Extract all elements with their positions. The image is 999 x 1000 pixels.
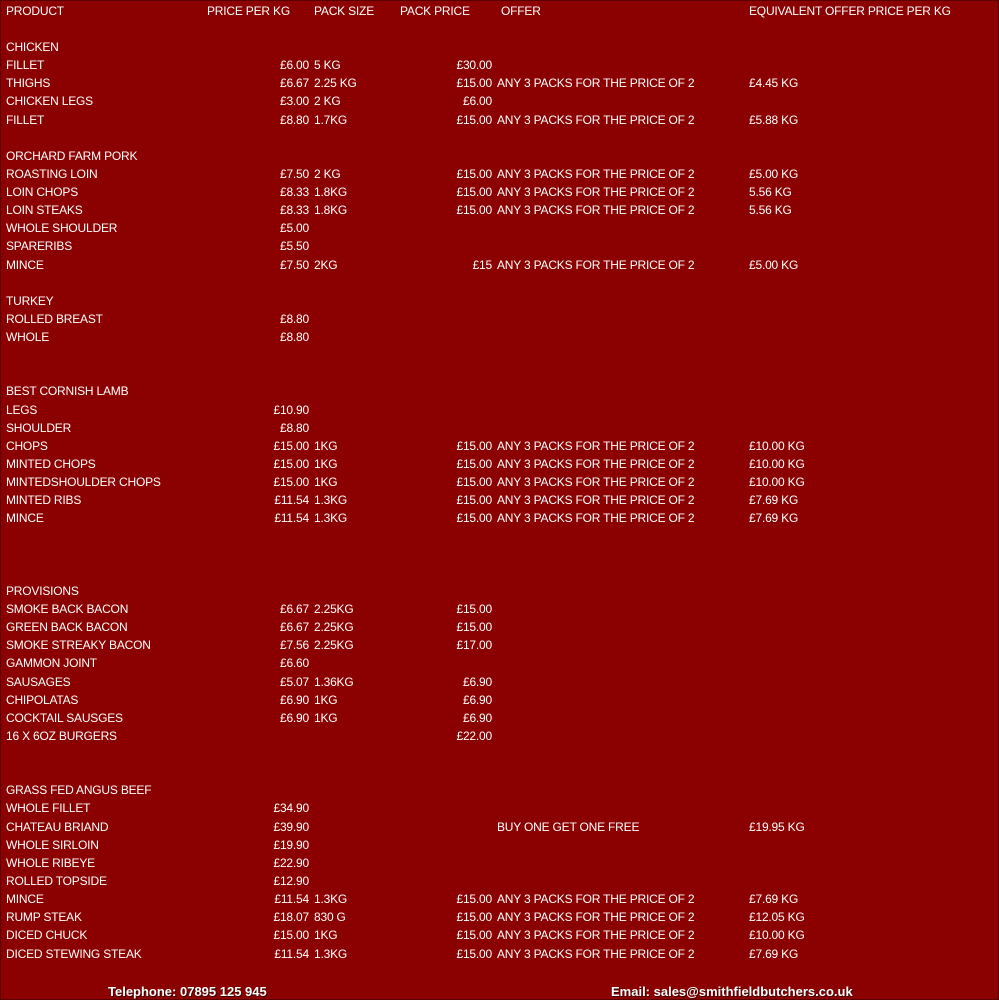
product-cell: DICED STEWING STEAK <box>6 946 142 961</box>
price-per-kg-cell: £6.90 <box>279 710 309 725</box>
equivalent-price-cell: £12.05 KG <box>749 910 805 925</box>
offer-cell: ANY 3 PACKS FOR THE PRICE OF 2 <box>497 511 695 526</box>
price-per-kg-cell: £15.00 <box>273 475 309 490</box>
price-per-kg-cell: £22.90 <box>273 855 309 870</box>
product-cell: MINTED CHOPS <box>6 456 96 471</box>
header-price-per-kg: PRICE PER KG <box>207 4 290 18</box>
pack-size-cell: 1KG <box>314 928 338 943</box>
table-row <box>1 419 999 437</box>
table-row <box>1 129 999 147</box>
pack-size-cell: 5 KG <box>314 58 341 73</box>
pack-size-cell: 1.3KG <box>314 946 348 961</box>
table-row <box>1 274 999 292</box>
price-per-kg-cell: £6.67 <box>279 620 309 635</box>
product-cell: CHATEAU BRIAND <box>6 819 109 834</box>
price-per-kg-cell: £6.60 <box>279 656 309 671</box>
price-per-kg-cell: £18.07 <box>273 910 309 925</box>
header-offer: OFFER <box>501 4 541 18</box>
equivalent-price-cell: £10.00 KG <box>749 928 805 943</box>
product-cell: SPARERIBS <box>6 239 72 254</box>
table-row <box>1 945 999 963</box>
equivalent-price-cell: £5.88 KG <box>749 112 799 127</box>
pack-price-cell: £6.90 <box>462 710 492 725</box>
pack-price-cell: £6.90 <box>462 674 492 689</box>
price-per-kg-cell: £3.00 <box>279 94 309 109</box>
equivalent-price-cell: £7.69 KG <box>749 946 799 961</box>
equivalent-price-cell: £7.69 KG <box>749 493 799 508</box>
equivalent-price-cell: £10.00 KG <box>749 438 805 453</box>
product-cell: ROLLED BREAST <box>6 311 103 326</box>
product-cell: TURKEY <box>6 293 54 308</box>
table-row <box>1 509 999 527</box>
pack-price-cell: £17.00 <box>456 638 492 653</box>
product-cell: WHOLE SIRLOIN <box>6 837 99 852</box>
product-cell: MINTED RIBS <box>6 493 82 508</box>
price-per-kg-cell: £15.00 <box>273 438 309 453</box>
price-per-kg-cell: £15.00 <box>273 456 309 471</box>
table-row <box>1 237 999 255</box>
equivalent-price-cell: £7.69 KG <box>749 892 799 907</box>
pack-size-cell: 1KG <box>314 438 338 453</box>
equivalent-price-cell: £10.00 KG <box>749 475 805 490</box>
pack-price-cell: £15.00 <box>456 493 492 508</box>
pack-price-cell: £15 <box>472 257 492 272</box>
price-per-kg-cell: £11.54 <box>274 892 309 907</box>
price-per-kg-cell: £7.50 <box>279 257 309 272</box>
pack-size-cell: 2.25KG <box>314 602 354 617</box>
product-cell: CHICKEN LEGS <box>6 94 93 109</box>
table-row <box>1 38 999 56</box>
product-cell: SHOULDER <box>6 420 72 435</box>
offer-cell: BUY ONE GET ONE FREE <box>497 819 640 834</box>
product-cell: GRASS FED ANGUS BEEF <box>6 783 152 798</box>
table-row <box>1 310 999 328</box>
product-cell: GAMMON JOINT <box>6 656 97 671</box>
product-cell: LOIN CHOPS <box>6 185 79 200</box>
product-cell: FILLET <box>6 112 45 127</box>
price-per-kg-cell: £11.54 <box>274 946 309 961</box>
offer-cell: ANY 3 PACKS FOR THE PRICE OF 2 <box>497 76 695 91</box>
pack-size-cell: 1.3KG <box>314 493 348 508</box>
price-per-kg-cell: £11.54 <box>274 493 309 508</box>
table-row <box>1 92 999 110</box>
product-cell: MINTEDSHOULDER CHOPS <box>6 475 161 490</box>
table-row <box>1 673 999 691</box>
pack-price-cell: £15.00 <box>456 438 492 453</box>
product-cell: CHOPS <box>6 438 48 453</box>
header-row <box>1 2 999 20</box>
equivalent-price-cell: 5.56 KG <box>749 203 792 218</box>
table-row <box>1 818 999 836</box>
table-row <box>1 201 999 219</box>
table-row <box>1 455 999 473</box>
pack-size-cell: 2 KG <box>314 166 341 181</box>
table-row <box>1 691 999 709</box>
header-product: PRODUCT <box>6 4 64 18</box>
offer-cell: ANY 3 PACKS FOR THE PRICE OF 2 <box>497 493 695 508</box>
pack-price-cell: £15.00 <box>456 76 492 91</box>
pack-size-cell: 2KG <box>314 257 338 272</box>
table-row <box>1 183 999 201</box>
price-per-kg-cell: £19.90 <box>273 837 309 852</box>
pack-price-cell: £15.00 <box>456 185 492 200</box>
equivalent-price-cell: £5.00 KG <box>749 166 799 181</box>
price-per-kg-cell: £7.56 <box>279 638 309 653</box>
product-cell: CHIPOLATAS <box>6 692 79 707</box>
price-per-kg-cell: £39.90 <box>273 819 309 834</box>
table-row <box>1 546 999 564</box>
pack-size-cell: 1KG <box>314 692 338 707</box>
pack-size-cell: 1KG <box>314 475 338 490</box>
price-per-kg-cell: £8.80 <box>279 420 309 435</box>
offer-cell: ANY 3 PACKS FOR THE PRICE OF 2 <box>497 185 695 200</box>
equivalent-price-cell: 5.56 KG <box>749 185 792 200</box>
footer-email: Email: sales@smithfieldbutchers.co.uk <box>611 984 853 999</box>
price-per-kg-cell: £7.50 <box>279 166 309 181</box>
table-row <box>1 364 999 382</box>
price-per-kg-cell: £8.33 <box>279 185 309 200</box>
product-cell: SAUSAGES <box>6 674 71 689</box>
table-row <box>1 763 999 781</box>
table-row <box>1 600 999 618</box>
product-cell: DICED CHUCK <box>6 928 88 943</box>
table-row <box>1 74 999 92</box>
pack-price-cell: £30.00 <box>456 58 492 73</box>
pack-price-cell: £15.00 <box>456 166 492 181</box>
price-per-kg-cell: £6.90 <box>279 692 309 707</box>
table-row <box>1 582 999 600</box>
equivalent-price-cell: £4.45 KG <box>749 76 799 91</box>
price-per-kg-cell: £34.90 <box>273 801 309 816</box>
pack-price-cell: £15.00 <box>456 112 492 127</box>
product-cell: SMOKE STREAKY BACON <box>6 638 151 653</box>
pack-price-cell: £15.00 <box>456 928 492 943</box>
table-row <box>1 437 999 455</box>
pack-price-cell: £15.00 <box>456 910 492 925</box>
price-per-kg-cell: £8.80 <box>279 330 309 345</box>
table-row <box>1 346 999 364</box>
product-cell: CHICKEN <box>6 40 59 54</box>
table-row <box>1 328 999 346</box>
pack-size-cell: 1.7KG <box>314 112 348 127</box>
pack-price-cell: £6.90 <box>462 692 492 707</box>
price-per-kg-cell: £11.54 <box>274 511 309 526</box>
offer-cell: ANY 3 PACKS FOR THE PRICE OF 2 <box>497 438 695 453</box>
pack-price-cell: £6.00 <box>462 94 492 109</box>
table-row <box>1 709 999 727</box>
product-cell: LOIN STEAKS <box>6 203 83 218</box>
table-row <box>1 401 999 419</box>
equivalent-price-cell: £7.69 KG <box>749 511 799 526</box>
table-row <box>1 292 999 310</box>
offer-cell: ANY 3 PACKS FOR THE PRICE OF 2 <box>497 456 695 471</box>
table-row <box>1 382 999 400</box>
price-per-kg-cell: £5.50 <box>279 239 309 254</box>
pack-price-cell: £15.00 <box>456 456 492 471</box>
product-cell: WHOLE RIBEYE <box>6 855 95 870</box>
table-row <box>1 256 999 274</box>
price-per-kg-cell: £8.80 <box>279 112 309 127</box>
table-row <box>1 165 999 183</box>
table-row <box>1 219 999 237</box>
offer-cell: ANY 3 PACKS FOR THE PRICE OF 2 <box>497 946 695 961</box>
price-per-kg-cell: £5.00 <box>279 221 309 236</box>
table-row <box>1 147 999 165</box>
product-cell: MINCE <box>6 892 44 907</box>
pack-price-cell: £22.00 <box>456 728 492 743</box>
product-cell: SMOKE BACK BACON <box>6 602 129 617</box>
table-row <box>1 654 999 672</box>
offer-cell: ANY 3 PACKS FOR THE PRICE OF 2 <box>497 928 695 943</box>
offer-cell: ANY 3 PACKS FOR THE PRICE OF 2 <box>497 166 695 181</box>
offer-cell: ANY 3 PACKS FOR THE PRICE OF 2 <box>497 112 695 127</box>
equivalent-price-cell: £5.00 KG <box>749 257 799 272</box>
pack-price-cell: £15.00 <box>456 203 492 218</box>
pack-size-cell: 2.25KG <box>314 638 354 653</box>
pack-size-cell: 1KG <box>314 710 338 725</box>
table-row <box>1 727 999 745</box>
product-cell: THIGHS <box>6 76 51 91</box>
pack-size-cell: 2.25KG <box>314 620 354 635</box>
offer-cell: ANY 3 PACKS FOR THE PRICE OF 2 <box>497 203 695 218</box>
pack-price-cell: £15.00 <box>456 602 492 617</box>
table-row <box>1 908 999 926</box>
pack-size-cell: 1.36KG <box>314 674 354 689</box>
table-row <box>1 890 999 908</box>
table-row <box>1 473 999 491</box>
offer-cell: ANY 3 PACKS FOR THE PRICE OF 2 <box>497 910 695 925</box>
header-pack-size: PACK SIZE <box>314 4 374 18</box>
pack-price-cell: £15.00 <box>456 511 492 526</box>
pack-price-cell: £15.00 <box>456 620 492 635</box>
pack-price-cell: £15.00 <box>456 892 492 907</box>
table-row <box>1 564 999 582</box>
price-per-kg-cell: £6.00 <box>279 58 309 73</box>
offer-cell: ANY 3 PACKS FOR THE PRICE OF 2 <box>497 892 695 907</box>
product-cell: LEGS <box>6 402 38 417</box>
header-equivalent-price: EQUIVALENT OFFER PRICE PER KG <box>749 4 951 18</box>
price-per-kg-cell: £6.67 <box>279 76 309 91</box>
equivalent-price-cell: £19.95 KG <box>749 819 805 834</box>
table-row <box>1 799 999 817</box>
product-cell: WHOLE <box>6 330 50 345</box>
pack-size-cell: 1.3KG <box>314 892 348 907</box>
product-cell: BEST CORNISH LAMB <box>6 384 129 399</box>
table-row <box>1 636 999 654</box>
table-row <box>1 618 999 636</box>
pack-size-cell: 830 G <box>314 910 346 925</box>
offer-cell: ANY 3 PACKS FOR THE PRICE OF 2 <box>497 475 695 490</box>
table-row <box>1 56 999 74</box>
pack-size-cell: 2.25 KG <box>314 76 357 91</box>
table-row <box>1 836 999 854</box>
price-per-kg-cell: £8.33 <box>279 203 309 218</box>
price-per-kg-cell: £15.00 <box>273 928 309 943</box>
table-row <box>1 111 999 129</box>
pack-price-cell: £15.00 <box>456 475 492 490</box>
footer-telephone: Telephone: 07895 125 945 <box>108 984 267 999</box>
product-cell: PROVISIONS <box>6 583 79 598</box>
pack-size-cell: 1.3KG <box>314 511 348 526</box>
table-row <box>1 872 999 890</box>
price-per-kg-cell: £8.80 <box>279 311 309 326</box>
offer-cell: ANY 3 PACKS FOR THE PRICE OF 2 <box>497 257 695 272</box>
product-cell: ROASTING LOIN <box>6 166 98 181</box>
pack-price-cell: £15.00 <box>456 946 492 961</box>
table-row <box>1 854 999 872</box>
product-cell: MINCE <box>6 511 44 526</box>
price-per-kg-cell: £5.07 <box>279 674 309 689</box>
product-cell: FILLET <box>6 58 45 73</box>
equivalent-price-cell: £10.00 KG <box>749 456 805 471</box>
price-per-kg-cell: £6.67 <box>279 602 309 617</box>
product-cell: WHOLE SHOULDER <box>6 221 118 236</box>
table-row <box>1 926 999 944</box>
pack-size-cell: 2 KG <box>314 94 341 109</box>
price-per-kg-cell: £10.90 <box>273 402 309 417</box>
product-cell: COCKTAIL SAUSGES <box>6 710 123 725</box>
pack-size-cell: 1.8KG <box>314 203 348 218</box>
product-cell: GREEN BACK BACON <box>6 620 128 635</box>
product-cell: ORCHARD FARM PORK <box>6 148 138 163</box>
product-cell: MINCE <box>6 257 44 272</box>
product-cell: RUMP STEAK <box>6 910 82 925</box>
pack-size-cell: 1.8KG <box>314 185 348 200</box>
product-cell: 16 X 6OZ BURGERS <box>6 728 117 743</box>
product-cell: ROLLED TOPSIDE <box>6 873 107 888</box>
price-per-kg-cell: £12.90 <box>273 873 309 888</box>
table-row <box>1 745 999 763</box>
pack-size-cell: 1KG <box>314 456 338 471</box>
table-row <box>1 528 999 546</box>
table-row <box>1 781 999 799</box>
header-pack-price: PACK PRICE <box>400 4 470 18</box>
product-cell: WHOLE FILLET <box>6 801 91 816</box>
table-row <box>1 491 999 509</box>
